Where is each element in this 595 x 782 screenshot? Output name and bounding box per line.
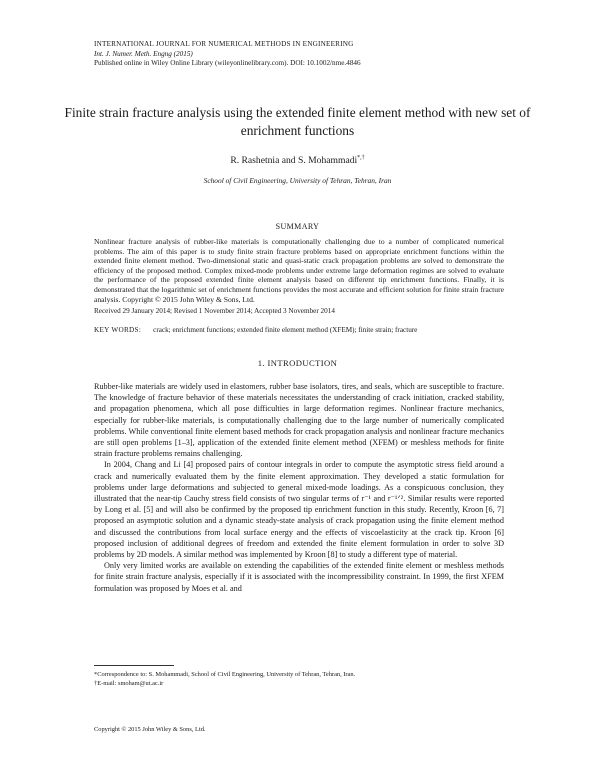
keywords-line <box>94 326 524 334</box>
publication-info: Published online in Wiley Online Library (wileyonlinelibrary.com). DOI: 10.1002/nme.4846 <box>94 59 361 68</box>
footnote-correspondence: *Correspondence to: S. Mohammadi, School of Civil Engineering, University of Tehran, Tehran, Iran. <box>94 671 356 678</box>
summary-heading: SUMMARY <box>275 222 320 231</box>
footnote-email: †E-mail: smoham@ut.ac.ir <box>94 680 164 688</box>
footnote-divider <box>94 665 174 666</box>
footnotes <box>94 670 504 689</box>
keywords-label: KEY WORDS: <box>94 326 142 334</box>
paragraph: Rubber-like materials are widely used in elastomers, rubber base isolators, tires, and seals, which are susceptible to fracture. The knowledge of fracture behavior of these materials necessitates the understanding of crack initiation, cracked stability, and propagation phenomena, which all pose difficulties in large deformation regimes. Nonlinear fracture mechanics, especially for rubber-like materials, is computationally challenging due to the large number of numerically complicated problems. While conventional finite element based methods for crack propagation analysis and nonlinear fracture mechanics are still open problems [1–3], application of the extended finite element method (XFEM) or meshless methods for finite strain fracture problems remains challenging. <box>94 382 504 459</box>
received-dates: Received 29 January 2014; Revised 1 November 2014; Accepted 3 November 2014 <box>94 307 335 315</box>
paper-title: Finite strain fracture analysis using the extended finite element method with new set of enrichment functions <box>64 105 531 138</box>
section-heading: 1. INTRODUCTION <box>257 358 338 368</box>
journal-citation: Int. J. Numer. Meth. Engng (2015) <box>94 49 193 58</box>
journal-header <box>94 40 514 69</box>
paragraph: In 2004, Chang and Li [4] proposed pairs of contour integrals in order to compute the asymptotic stress field around a crack and numerically evaluated them by the finite element approximation. They developed a static formulation for problems under large deformations and subjected to general mixed-mode loadings. As a conspicuous conclusion, they illustrated that the near-tip Cauchy stress field consists of two singular terms of r⁻¹ and r⁻¹ᐟ². Similar results were reported by Long et al. [5] and will also be confirmed by the proposed tip enrichment function in this study. Recently, Kroon [6, 7] proposed an asymptotic solution and a dynamic steady-state analysis of crack propagation using the finite element method and discussed the contributions from local surface energy and the effects of viscoelasticity at the crack tip. Kroon [6] proposed inclusion of additional degrees of freedom and extended the finite element formulation in order to solve 3D problems by 2D models. A similar method was implemented by Kroon [8] to study a different type of material. <box>94 460 504 560</box>
summary-text: Nonlinear fracture analysis of rubber-like materials is computationally challenging due to a number of complicated numerical problems. The aim of this paper is to study finite strain fracture problems based on appropriate enrichment functions within the extended finite element method. Two-dimensional static and quasi-static crack propagation problems are solved to demonstrate the efficiency of the proposed method. Complex mixed-mode problems under extreme large deformation regimes are solved to evaluate the performance of the proposed extended finite element analysis based on different tip enrichment functions. Finally, it is demonstrated that the logarithmic set of enrichment functions provides the most accurate and efficient solution for finite strain fracture analysis. Copyright © 2015 John Wiley & Sons, Ltd. <box>94 237 504 304</box>
journal-name: INTERNATIONAL JOURNAL FOR NUMERICAL METHODS IN ENGINEERING <box>94 40 354 48</box>
author-line <box>60 155 535 166</box>
keywords: crack; enrichment functions; extended finite element method (XFEM); finite strain; fracture <box>153 326 418 334</box>
author-marks: *,† <box>357 155 365 161</box>
authors: R. Rashetnia and S. Mohammadi <box>230 155 358 167</box>
body-text <box>94 381 504 594</box>
affiliation: School of Civil Engineering, University of Tehran, Tehran, Iran <box>203 176 392 185</box>
copyright: Copyright © 2015 John Wiley & Sons, Ltd. <box>94 726 206 733</box>
paragraph: Only very limited works are available on extending the capabilities of the extended finite element or meshless methods for finite strain fracture analysis, especially if it is associated with the incompressibility constraint. In 1999, the first XFEM formulation was proposed by Moes et al. and <box>94 561 504 593</box>
